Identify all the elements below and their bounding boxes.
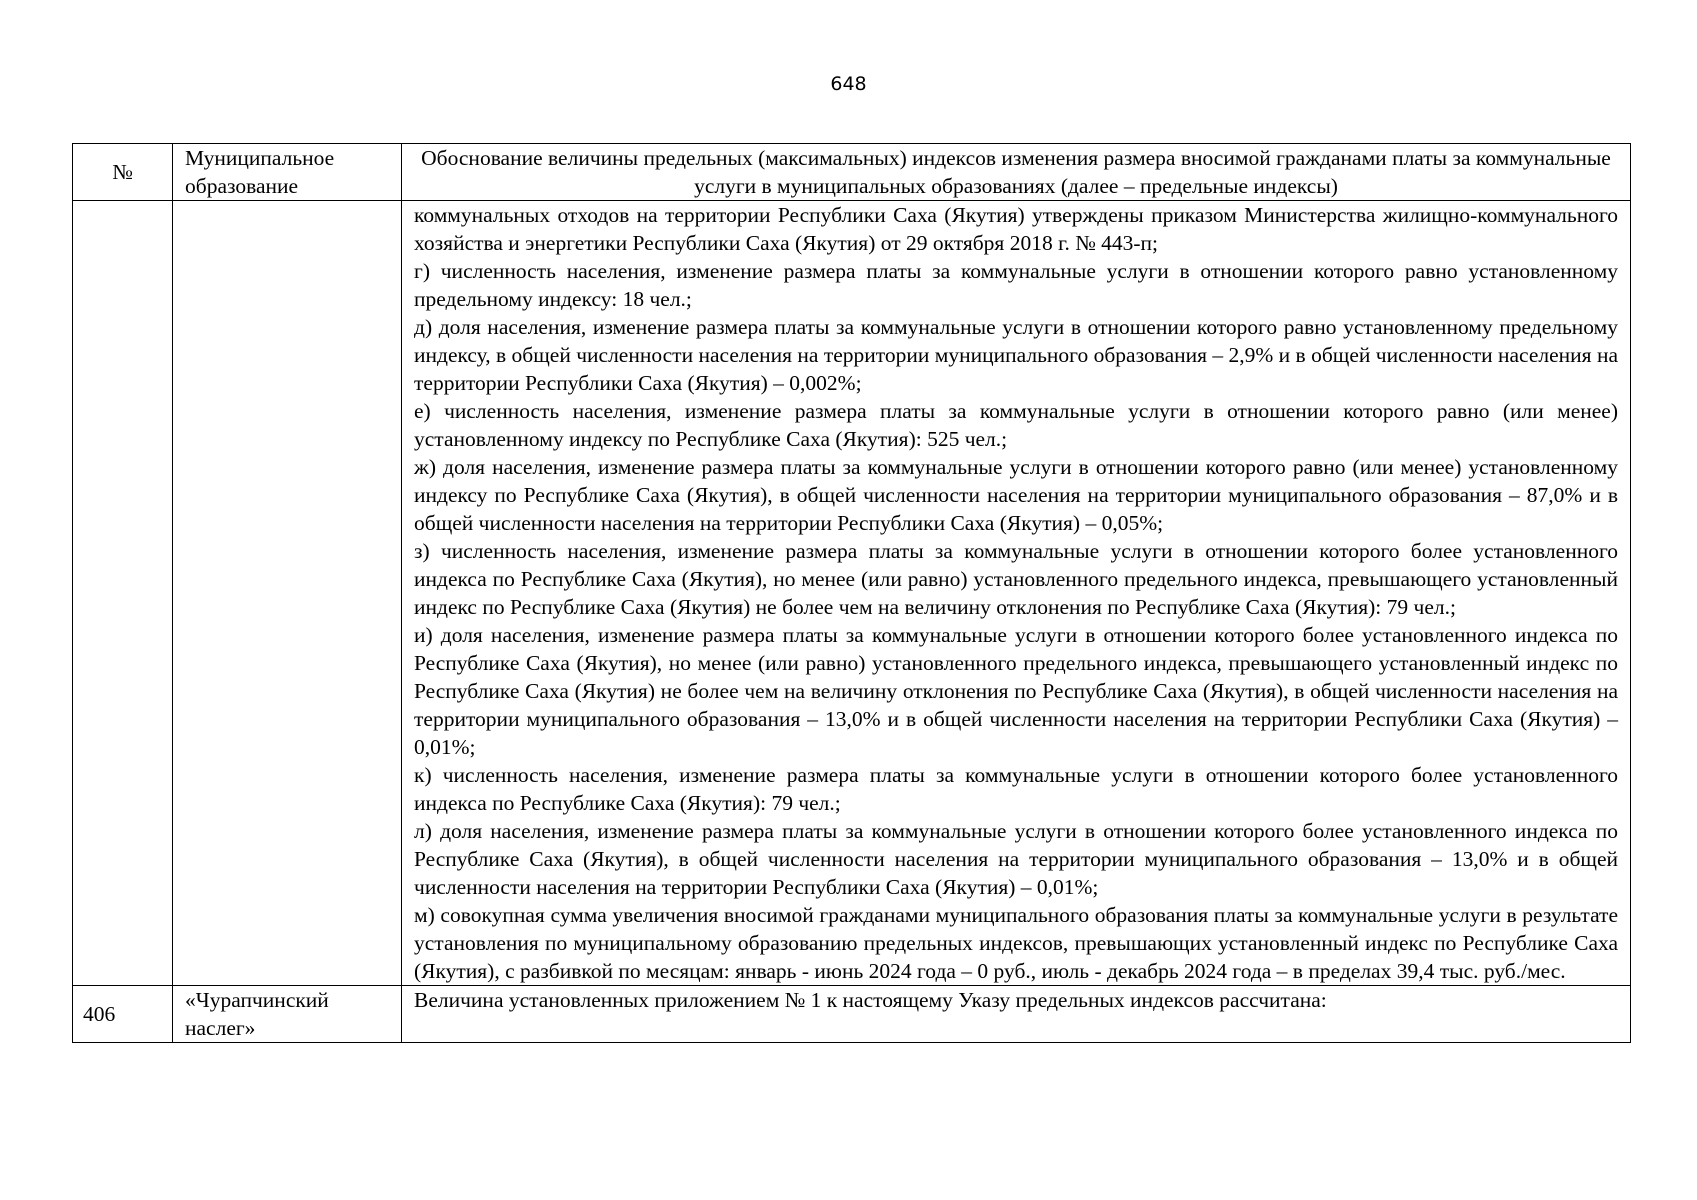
cell-number-empty xyxy=(73,201,173,986)
header-number: № xyxy=(73,144,173,201)
paragraph-continuation: коммунальных отходов на территории Республики Саха (Якутия) утверждены приказом Министерства жилищно-коммунального хозяйства и энергетики Республики Саха (Якутия) от 29 октября 2018 г. № 443-п; xyxy=(414,203,1618,255)
header-justification: Обоснование величины предельных (максимальных) индексов изменения размера вносимой гражданами платы за коммунальные услуги в муниципальных образованиях (далее – предельные индексы) xyxy=(402,144,1631,201)
index-justification-table xyxy=(72,143,1631,1043)
table-header-row xyxy=(73,144,1631,201)
cell-municipality-empty xyxy=(173,201,402,986)
paragraph-g: г) численность населения, изменение размера платы за коммунальные услуги в отношении которого равно установленному предельному индексу: 18 чел.; xyxy=(414,259,1618,311)
paragraph-i: и) доля населения, изменение размера платы за коммунальные услуги в отношении которого более установленного индекса по Республике Саха (Якутия), но менее (или равно) установленного предельного индекса, превышающего установленный индекс по Республике Саха (Якутия) не более чем на величину отклонения по Республике Саха (Якутия), в общей численности населения на территории муниципального образования – 13,0% и в общей численности населения на территории Республики Саха (Якутия) – 0,01%; xyxy=(414,623,1618,759)
paragraph-l: л) доля населения, изменение размера платы за коммунальные услуги в отношении которого более установленного индекса по Республике Саха (Якутия), в общей численности населения на территории муниципального образования – 13,0% и в общей численности населения на территории Республики Саха (Якутия) – 0,01%; xyxy=(414,819,1618,899)
cell-municipality: «Чурапчинский наслег» xyxy=(173,986,402,1043)
header-municipality: Муниципальное образование xyxy=(173,144,402,201)
cell-justification: Величина установленных приложением № 1 к настоящему Указу предельных индексов рассчитана: xyxy=(402,986,1631,1043)
cell-number: 406 xyxy=(73,986,173,1043)
table-row-406 xyxy=(73,986,1631,1043)
table-row-continuation xyxy=(73,201,1631,986)
paragraph-e: е) численность населения, изменение размера платы за коммунальные услуги в отношении которого равно (или менее) установленному индексу по Республике Саха (Якутия): 525 чел.; xyxy=(414,399,1618,451)
paragraph-zh: ж) доля населения, изменение размера платы за коммунальные услуги в отношении которого равно (или менее) установленному индексу по Республике Саха (Якутия), в общей численности населения на территории муниципального образования – 87,0% и в общей численности населения на территории Республики Саха (Якутия) – 0,05%; xyxy=(414,455,1618,535)
paragraph-m: м) совокупная сумма увеличения вносимой гражданами муниципального образования платы за коммунальные услуги в результате установления по муниципальному образованию предельных индексов, превышающих установленный индекс по Республике Саха (Якутия), с разбивкой по месяцам: январь - июнь 2024 года – 0 руб., июль - декабрь 2024 года – в пределах 39,4 тыс. руб./мес. xyxy=(414,903,1618,983)
paragraph-z: з) численность населения, изменение размера платы за коммунальные услуги в отношении которого более установленного индекса по Республике Саха (Якутия), но менее (или равно) установленного предельного индекса, превышающего установленный индекс по Республике Саха (Якутия) не более чем на величину отклонения по Республике Саха (Якутия): 79 чел.; xyxy=(414,539,1618,619)
paragraph-d: д) доля населения, изменение размера платы за коммунальные услуги в отношении которого равно установленному предельному индексу, в общей численности населения на территории муниципального образования – 2,9% и в общей численности населения на территории Республики Саха (Якутия) – 0,002%; xyxy=(414,315,1618,395)
cell-justification-continuation xyxy=(402,201,1631,986)
page-number: 648 xyxy=(830,73,867,95)
paragraph-k: к) численность населения, изменение размера платы за коммунальные услуги в отношении которого более установленного индекса по Республике Саха (Якутия): 79 чел.; xyxy=(414,763,1618,815)
